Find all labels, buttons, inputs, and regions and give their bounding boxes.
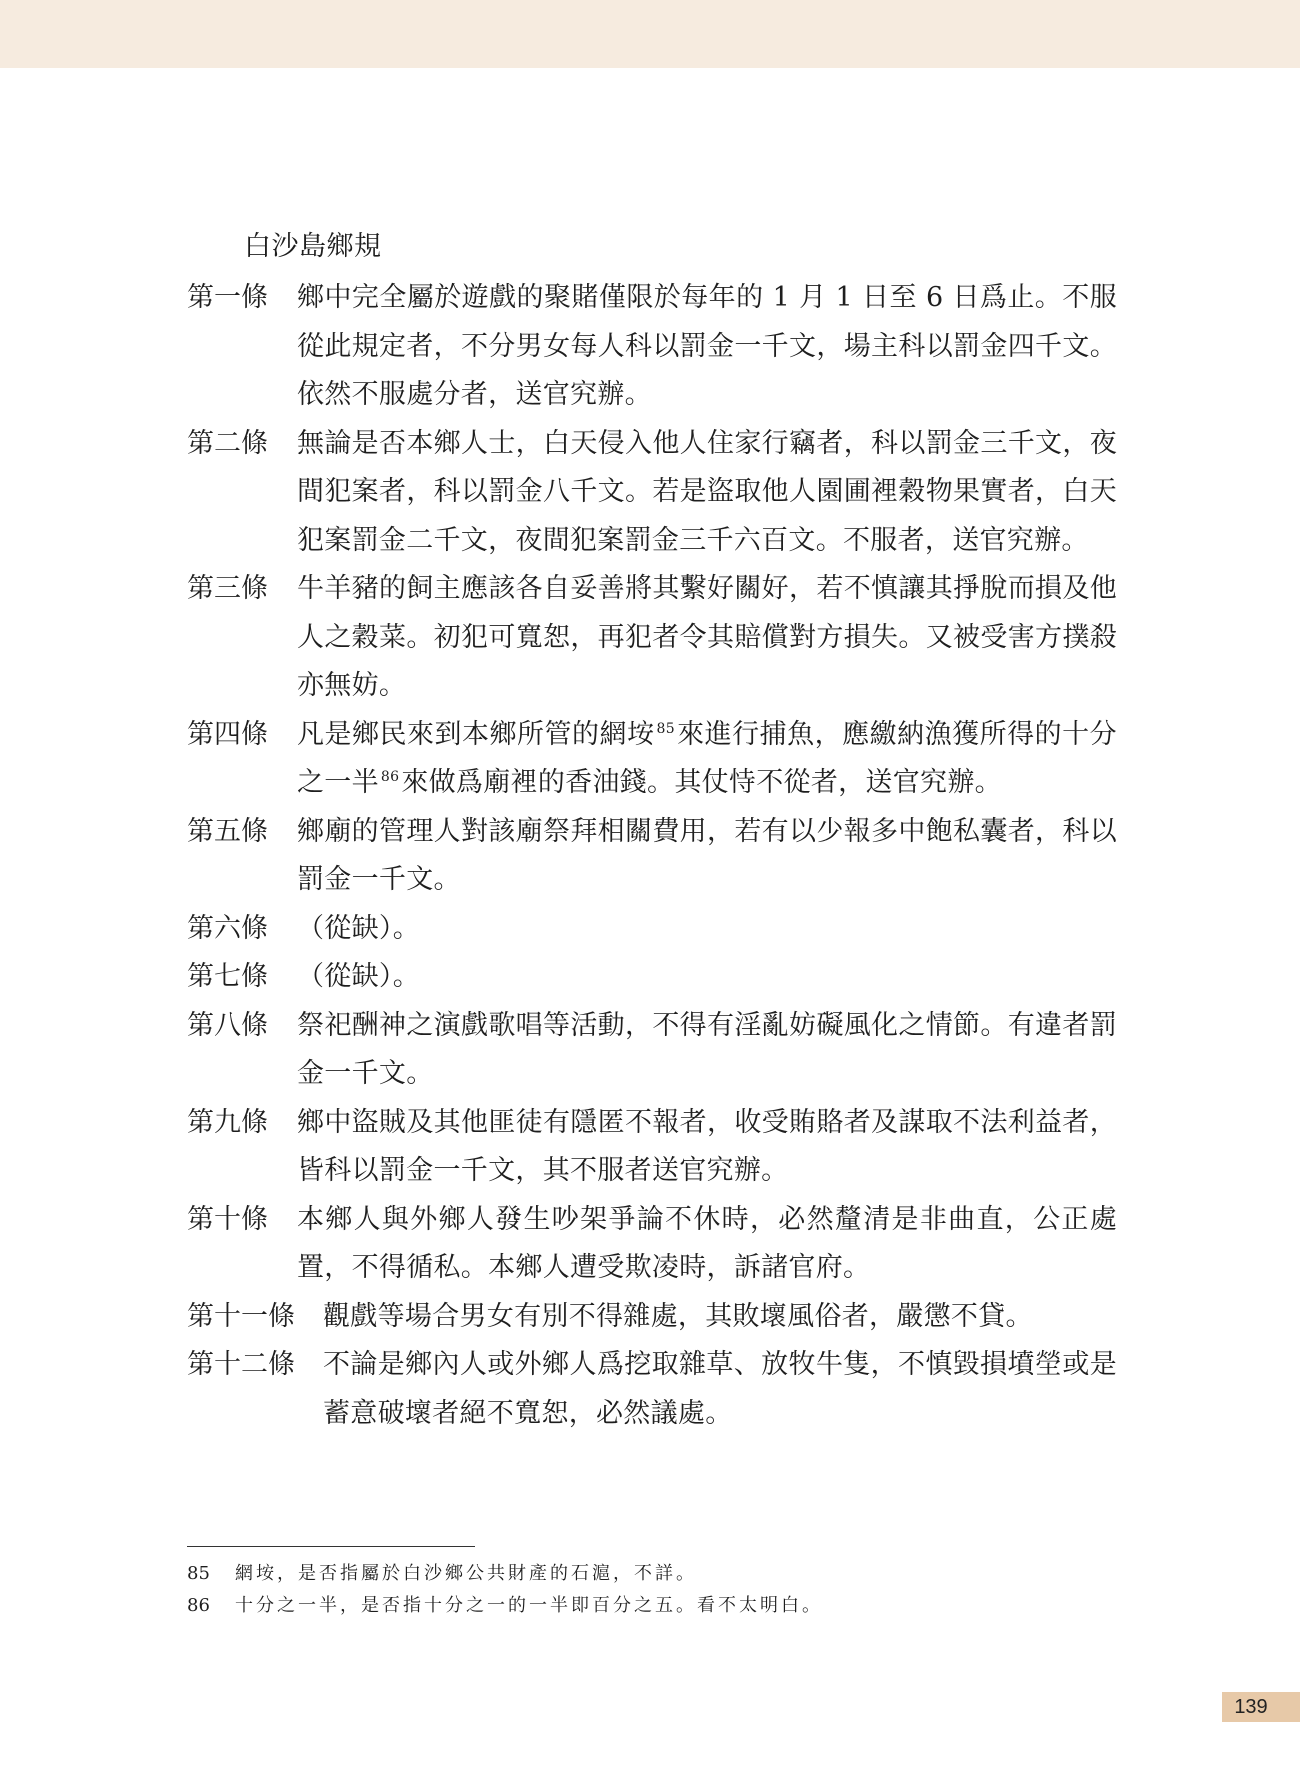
article-label: 第五條 <box>187 815 268 847</box>
article-10 <box>187 1196 1117 1293</box>
article-2 <box>187 420 1117 566</box>
footnote-text: 網垵，是否指屬於白沙鄉公共財產的石滬，不詳。 <box>235 1563 697 1584</box>
article-4 <box>187 711 1117 808</box>
article-5 <box>187 808 1117 905</box>
article-3 <box>187 565 1117 711</box>
footnote-85 <box>187 1558 1087 1590</box>
article-text: 鄉廟的管理人對該廟祭拜相關費用，若有以少報多中飽私囊者，科以罰金一千文。 <box>297 815 1117 895</box>
article-text: 鄉中完全屬於遊戲的聚賭僅限於每年的 1 月 1 日至 6 日爲止。不服從此規定者，不分男女每人科以罰金一千文，場主科以罰金四千文。依然不服處分者，送官究辦。 <box>297 282 1117 410</box>
article-label: 第十二條 <box>187 1349 295 1380</box>
article-label: 第八條 <box>187 1009 268 1041</box>
article-text: （從缺）。 <box>297 912 420 944</box>
article-text: （從缺）。 <box>297 961 420 992</box>
article-text: 本鄉人與外鄉人發生吵架爭論不休時，必然釐清是非曲直，公正處置，不得循私。本鄉人遭受欺凌時，訴諸官府。 <box>297 1203 1117 1283</box>
footnote-divider <box>187 1546 475 1547</box>
article-6 <box>187 905 1117 954</box>
footnote-number: 86 <box>187 1595 210 1616</box>
article-label: 第十一條 <box>187 1300 295 1332</box>
article-8 <box>187 1002 1117 1099</box>
footnote-ref-85: 85 <box>656 720 675 737</box>
article-text-part: 凡是鄉民來到本鄉所管的網垵 <box>297 718 655 750</box>
article-11 <box>187 1293 1117 1342</box>
article-label: 第七條 <box>187 961 268 992</box>
article-9 <box>187 1099 1117 1196</box>
article-list <box>187 274 1117 1438</box>
article-text: 無論是否本鄉人士，白天侵入他人住家行竊者，科以罰金三千文，夜間犯案者，科以罰金八千文。若是盜取他人園圃裡穀物果實者，白天犯案罰金二千文，夜間犯案罰金三千六百文。不服者，送官究辦。 <box>297 427 1117 556</box>
footnote-ref-86: 86 <box>380 769 400 785</box>
article-7 <box>187 953 1117 1002</box>
article-text <box>297 711 1117 808</box>
article-label: 第三條 <box>187 573 268 604</box>
article-text: 鄉中盜賊及其他匪徒有隱匿不報者，收受賄賂者及謀取不法利益者，皆科以罰金一千文，其不服者送官究辦。 <box>297 1106 1117 1186</box>
article-label: 第一條 <box>187 282 268 313</box>
article-text: 牛羊豬的飼主應該各自妥善將其繫好關好，若不慎讓其掙脫而損及他人之穀菜。初犯可寬恕，再犯者令其賠償對方損失。又被受害方撲殺亦無妨。 <box>297 573 1117 701</box>
article-text: 祭祀酬神之演戲歌唱等活動，不得有淫亂妨礙風化之情節。有違者罰金一千文。 <box>297 1009 1117 1089</box>
top-header-band <box>0 0 1300 68</box>
article-text: 觀戲等場合男女有別不得雜處，其敗壞風俗者，嚴懲不貸。 <box>323 1300 1033 1332</box>
article-label: 第二條 <box>187 427 268 459</box>
footnotes <box>187 1558 1087 1622</box>
article-text-part: 來進行捕魚，應繳納漁獲所得的十分之一半 <box>297 718 1117 798</box>
article-text: 不論是鄉內人或外鄉人爲挖取雜草、放牧牛隻，不慎毀損墳塋或是蓄意破壞者絕不寬恕，必然議處。 <box>323 1349 1117 1429</box>
page-number: 139 <box>1234 1696 1268 1718</box>
article-label: 第十條 <box>187 1203 268 1235</box>
article-label: 第九條 <box>187 1106 268 1138</box>
article-text-part: 來做爲廟裡的香油錢。其仗恃不從者，送官究辦。 <box>401 767 1002 798</box>
article-label: 第四條 <box>187 718 268 750</box>
document-title: 白沙島鄉規 <box>244 231 382 262</box>
footnote-text: 十分之一半，是否指十分之一的一半即百分之五。看不太明白。 <box>235 1595 823 1616</box>
article-label: 第六條 <box>187 912 268 944</box>
footnote-86 <box>187 1590 1087 1622</box>
article-1 <box>187 274 1117 420</box>
footnote-number: 85 <box>187 1563 210 1584</box>
article-12 <box>187 1341 1117 1438</box>
